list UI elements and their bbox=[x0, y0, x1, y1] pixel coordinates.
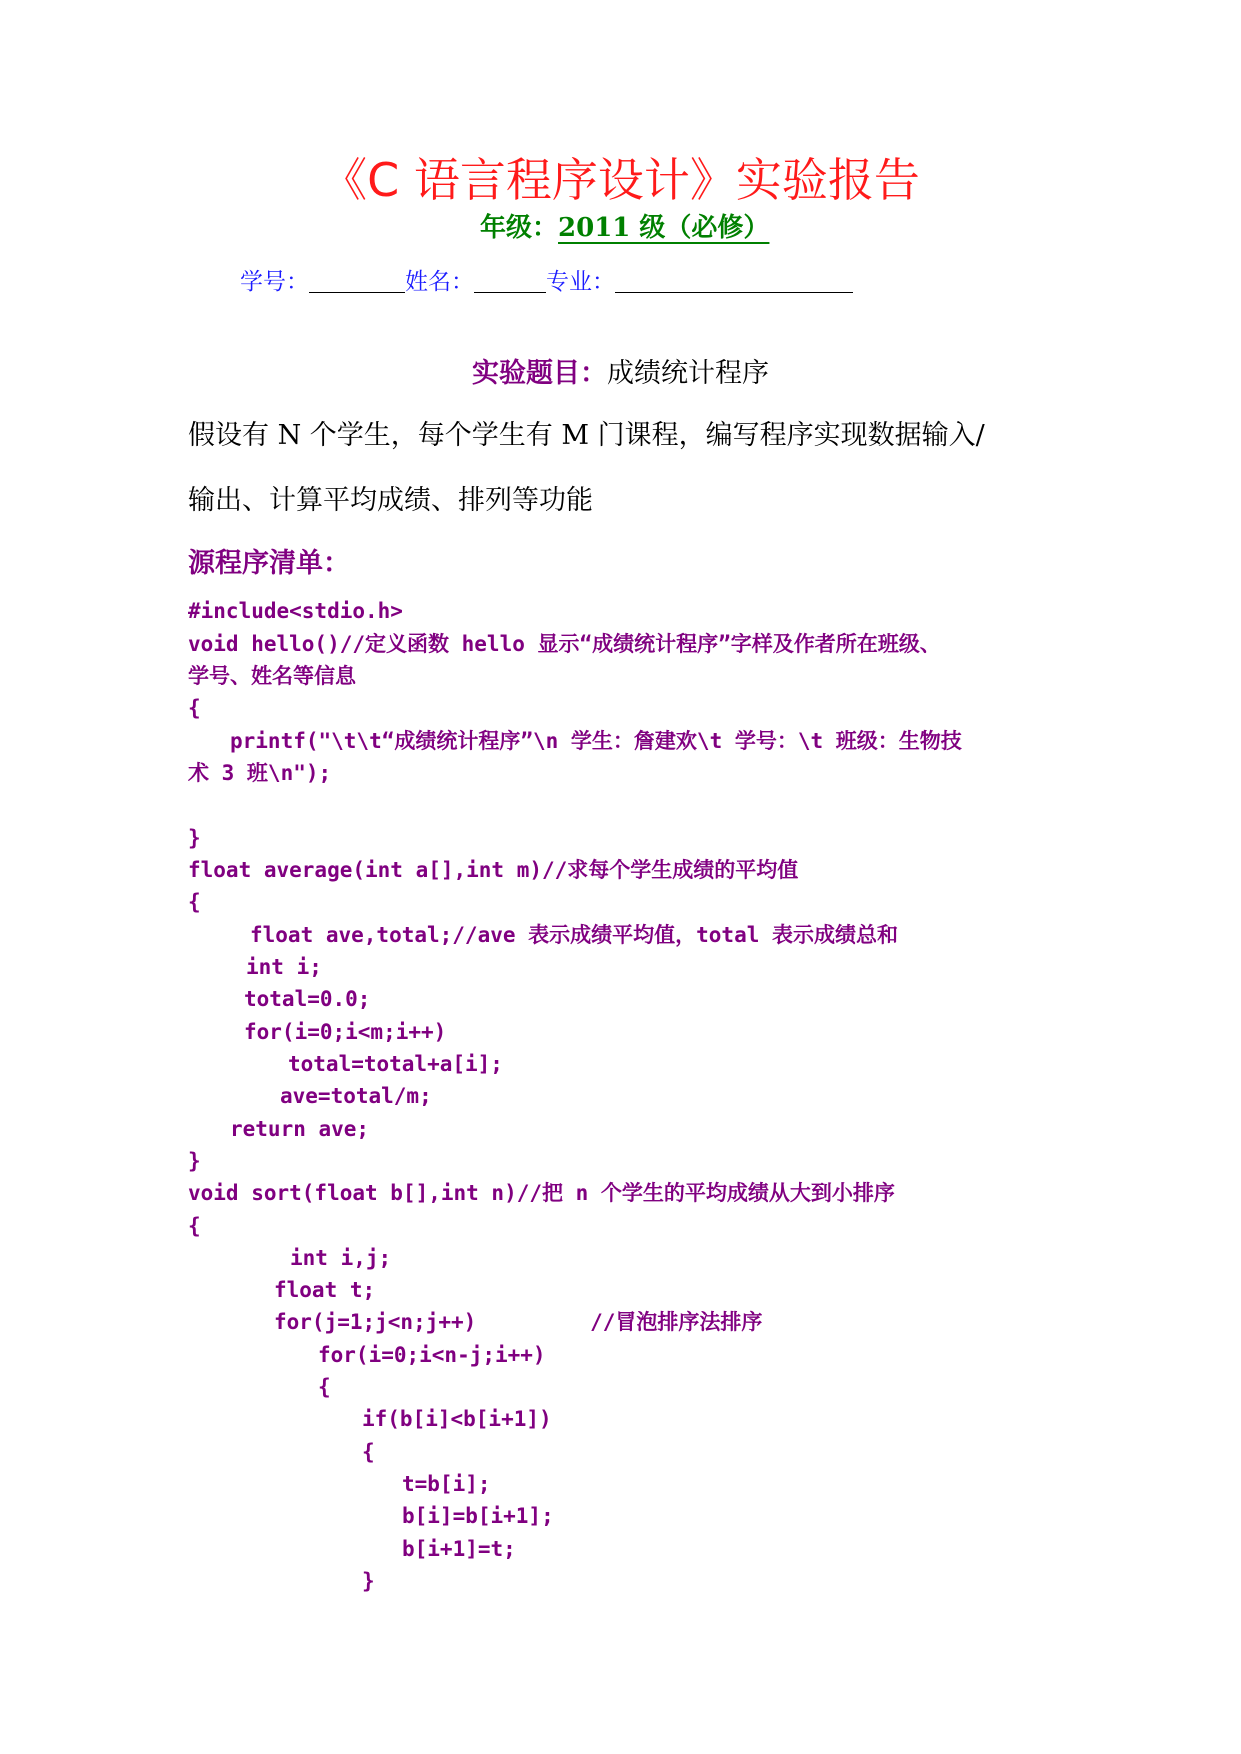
code-line: for(j=1;j<n;j++) //冒泡排序法排序 bbox=[274, 1310, 763, 1334]
experiment-topic bbox=[0, 354, 1241, 394]
student-id-blank bbox=[309, 268, 405, 293]
code-line: printf("\t\t“成绩统计程序”\n 学生：詹建欢\t 学号：\t 班级：生物技 bbox=[230, 729, 962, 753]
code-line: for(i=0;i<m;i++) bbox=[244, 1020, 447, 1044]
topic-value: 成绩统计程序 bbox=[607, 358, 769, 389]
student-info-row bbox=[240, 266, 853, 298]
code-line: b[i]=b[i+1]; bbox=[402, 1504, 554, 1528]
code-line: #include<stdio.h> bbox=[188, 599, 403, 623]
code-line: total=0.0; bbox=[244, 987, 371, 1011]
code-line: float ave,total;//ave 表示成绩平均值，total 表示成绩总和 bbox=[250, 923, 899, 947]
code-line: void sort(float b[],int n)//把 n 个学生的平均成绩从大到小排序 bbox=[188, 1181, 895, 1205]
code-line: { bbox=[318, 1375, 331, 1399]
source-heading: 源程序清单： bbox=[188, 548, 350, 579]
topic-label: 实验题目： bbox=[472, 358, 607, 389]
code-line: } bbox=[188, 1149, 201, 1173]
code-line: { bbox=[188, 1214, 201, 1238]
code-line: } bbox=[188, 826, 201, 850]
code-line: 术 3 班\n"); bbox=[188, 761, 332, 785]
grade-row bbox=[480, 210, 781, 246]
code-line: float t; bbox=[274, 1278, 376, 1302]
grade-label: 年级： bbox=[480, 213, 559, 243]
description-line-1: 假设有 N 个学生，每个学生有 M 门课程，编写程序实现数据输入/ bbox=[188, 420, 985, 451]
code-line: if(b[i]<b[i+1]) bbox=[362, 1407, 552, 1431]
code-line: for(i=0;i<n-j;i++) bbox=[318, 1343, 546, 1367]
grade-value: 2011 级（必修） bbox=[558, 213, 770, 243]
code-line: total=total+a[i]; bbox=[288, 1052, 503, 1076]
code-line: 学号、姓名等信息 bbox=[188, 664, 356, 688]
code-line: { bbox=[188, 890, 201, 914]
code-line: int i,j; bbox=[290, 1246, 392, 1270]
code-line: } bbox=[362, 1569, 375, 1593]
code-line: void hello()//定义函数 hello 显示“成绩统计程序”字样及作者所在班级、 bbox=[188, 632, 941, 656]
code-line: ave=total/m; bbox=[280, 1084, 432, 1108]
code-line: { bbox=[188, 696, 201, 720]
code-line: t=b[i]; bbox=[402, 1472, 491, 1496]
code-line: b[i+1]=t; bbox=[402, 1537, 516, 1561]
code-line: float average(int a[],int m)//求每个学生成绩的平均值 bbox=[188, 858, 799, 882]
code-line: int i; bbox=[246, 955, 322, 979]
student-name-label: 姓名： bbox=[405, 269, 474, 295]
description-line-2: 输出、计算平均成绩、排列等功能 bbox=[188, 485, 593, 516]
code-line: return ave; bbox=[230, 1117, 370, 1141]
code-line: { bbox=[362, 1440, 375, 1464]
student-id-label: 学号： bbox=[240, 269, 309, 295]
student-name-blank bbox=[474, 268, 546, 293]
report-title: 《C 语言程序设计》实验报告 bbox=[321, 153, 920, 207]
major-blank bbox=[615, 268, 853, 293]
major-label: 专业： bbox=[546, 269, 615, 295]
